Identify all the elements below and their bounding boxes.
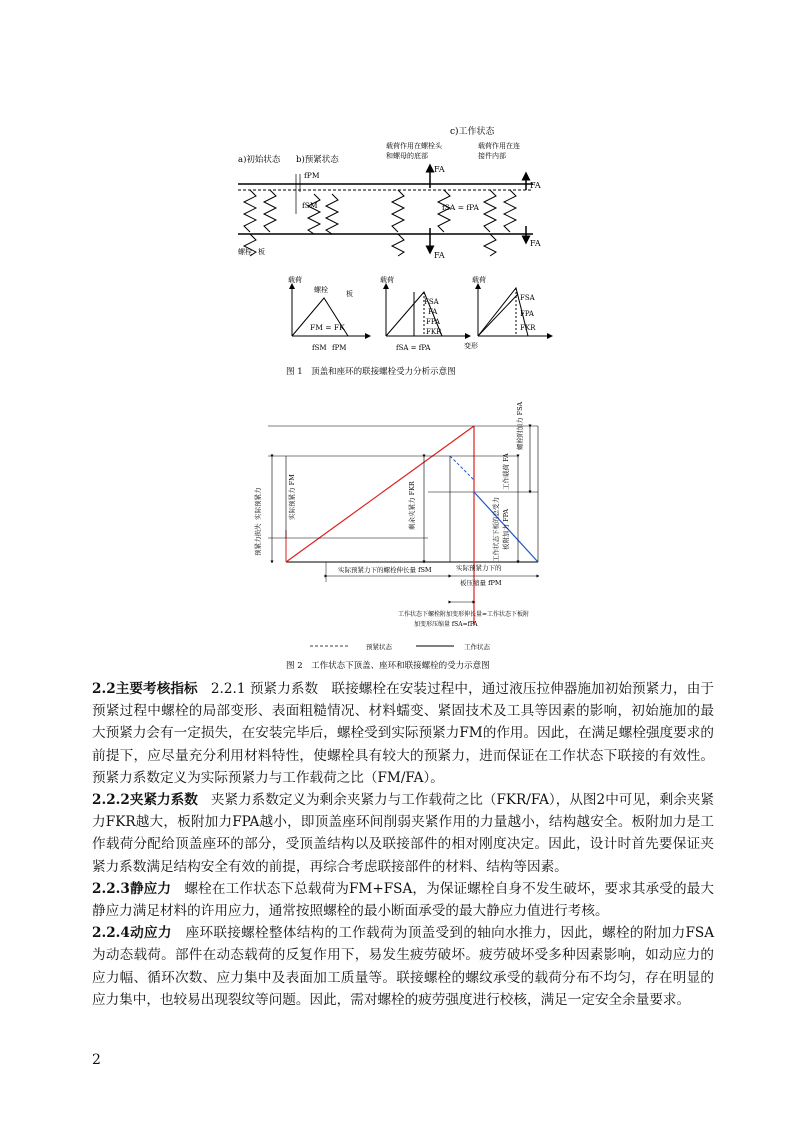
fig1-g1-plate: 板 — [346, 290, 353, 298]
section-text: 夹紧力系数定义为剩余夹紧力与工作载荷之比（FKR/FA），从图2中可见，剩余夹紧力FKR越大，板附加力FPA越小，即顶盖座环间削弱夹紧作用的力量越小，结构越安全。板附加力是工作载荷分配给顶盖座环的部分，受顶盖结构以及联接部件的相对刚度决定。因此，设计时首先要保证夹紧力系数满足结构安全有效的前提，再综合考虑联接部件的材料、结构等因素。 — [92, 792, 714, 875]
fig1-g1-fsm: fSM — [312, 344, 327, 352]
section-subheading: 2.2.1 预紧力系数 — [210, 681, 319, 697]
fig2-plate-compression-2: 板压缩量 fPM — [460, 579, 502, 587]
section-heading: 2.2.2夹紧力系数 — [92, 792, 198, 809]
section-text: 座环联接螺栓整体结构的工作载荷为顶盖受到的轴向水推力，因此，螺栓的附加力FSA为动态载荷。部件在动态载荷的反复作用下，易发生疲劳破坏。疲劳破坏受多种因素影响，如动应力的应力幅、循环次数、应力集中及表面加工质量等。联接螺栓的螺纹承受的载荷分布不均匀，存在明显的应力集中，也较易出现裂纹等问题。因此，需对螺栓的疲劳强度进行校核，满足一定安全余量要求。 — [92, 925, 715, 1008]
section-heading: 2.2主要考核指标 — [92, 681, 198, 697]
fig1-label-a: a)初始状态 — [238, 155, 281, 165]
section-2-2-3 — [92, 878, 714, 922]
section-text: 联接螺栓在安装过程中，通过液压拉伸器施加初始预紧力，由于预紧过程中螺栓的局部变形、表面粗糙情况、材料蠕变、紧固技术及工具等因素的影响，初始施加的最大预紧力会有一定损失，在安装完毕后，螺栓受到实际预紧力FM的作用。因此，在满足螺栓强度要求的前提下，应尽量充分利用材料特性，使螺栓具有较大的预紧力，进而保证在工作状态下联接的有效性。预紧力系数定义为实际预紧力与工作载荷之比（FM/FA）。 — [92, 681, 714, 786]
fig2-preload-loss: 预紧力损失 — [254, 523, 262, 556]
fig2-caption: 图 2 工作状态下顶盖、座环和联接螺栓的受力示意图 — [286, 661, 490, 670]
fig2-plate-compression-1: 实际预紧力下的 — [456, 564, 502, 572]
fig1-sym-fa-bottom: FA — [434, 251, 445, 260]
fig1-g2-deform: 变形 — [464, 342, 478, 350]
fig1-label-b: b)预紧状态 — [296, 155, 339, 165]
fig1-g2-fsa-fpa: fSA = fPA — [396, 344, 431, 352]
fig2-residual-clamp: 剩余夹紧力 FKR — [408, 481, 416, 530]
fig1-g2-fa: FA — [428, 308, 438, 316]
body-text — [92, 678, 714, 1011]
fig1-g3-fkr: FKR — [520, 324, 536, 332]
fig2-work-load: 工作载荷 FA — [502, 453, 510, 490]
section-heading: 2.2.4动应力 — [92, 925, 172, 942]
fig1-g3-load: 载荷 — [472, 276, 486, 284]
fig2-legend-solid: 工作状态 — [464, 643, 490, 651]
fig1-g3-fsa: FSA — [520, 294, 535, 302]
fig1-g1-fpm: fPM — [332, 344, 347, 352]
fig1-sym-fa-right-top: FA — [530, 181, 541, 190]
figure-1 — [228, 118, 558, 388]
fig1-note-left-1: 载荷作用在螺栓头 — [386, 142, 442, 150]
fig1-g1-bolt: 螺栓 — [314, 286, 328, 294]
figure-2 — [238, 390, 558, 670]
fig2-legend-dashed: 预紧状态 — [366, 643, 392, 651]
section-2-2-1 — [92, 678, 714, 789]
fig1-g2-fkr: FKR — [426, 328, 442, 336]
fig2-bolt-elongation: 实际预紧力下的螺栓伸长量 fSM — [338, 566, 432, 574]
section-heading: 2.2.3静应力 — [92, 880, 172, 897]
fig2-actual-preload-fm: 实际预紧力 FM — [288, 474, 296, 520]
fig1-sym-fsa-fpa: fSA = fPA — [442, 203, 479, 212]
page-number: 2 — [92, 1052, 101, 1068]
fig2-bolt-add-force: 螺栓附加力 FSA — [516, 401, 524, 450]
fig1-caption: 图 1 顶盖和座环的联接螺栓受力分析示意图 — [286, 367, 456, 377]
fig1-g3-fpa: FPA — [520, 310, 534, 318]
fig1-note-right-1: 载荷作用在连 — [478, 142, 520, 150]
section-text: 螺栓在工作状态下总载荷为FM+FSA，为保证螺栓自身不发生破坏，要求其承受的最大静应力满足材料的许用应力，通常按照螺栓的最小断面承受的最大静应力值进行考核。 — [92, 880, 714, 920]
fig1-label-c: c)工作状态 — [450, 127, 495, 137]
fig2-plate-add-force: 板附加力 FPA — [502, 508, 510, 550]
fig2-plate-total-force: 工作状态下板的总受力 — [492, 497, 500, 562]
fig1-sym-fsm: fSM — [302, 201, 318, 210]
fig1-sym-fa-right-bottom: FA — [530, 239, 541, 248]
fig1-sym-fpm: fPM — [304, 171, 320, 180]
fig1-g2-load: 载荷 — [380, 276, 394, 284]
plates-diagram — [238, 168, 533, 256]
fig1-g2-fpa: FPA — [426, 318, 440, 326]
fig2-bottom-note-2: 加变形压缩量 fSA=fPA — [414, 621, 478, 628]
fig2-bottom-note-1: 工作状态下螺栓附加变形伸长量=工作状态下板附 — [398, 611, 530, 618]
fig1-note-left-2: 和螺母的底部 — [386, 152, 428, 160]
fig1-g1-load: 载荷 — [288, 276, 302, 284]
fig1-note-right-2: 接件内部 — [478, 152, 506, 160]
section-2-2-4 — [92, 922, 714, 1011]
fig2-actual-preload: 实际预紧力 — [254, 487, 262, 520]
fig1-sym-fa-top: FA — [434, 165, 445, 174]
section-2-2-2 — [92, 789, 714, 878]
fig1-g1-fm-fk: FM = FK — [310, 323, 345, 332]
fig1-plate-label: 板 — [258, 248, 265, 256]
fig1-bolt-label: 螺栓 — [238, 248, 252, 256]
fig1-g2-fsa: FSA — [424, 298, 439, 306]
